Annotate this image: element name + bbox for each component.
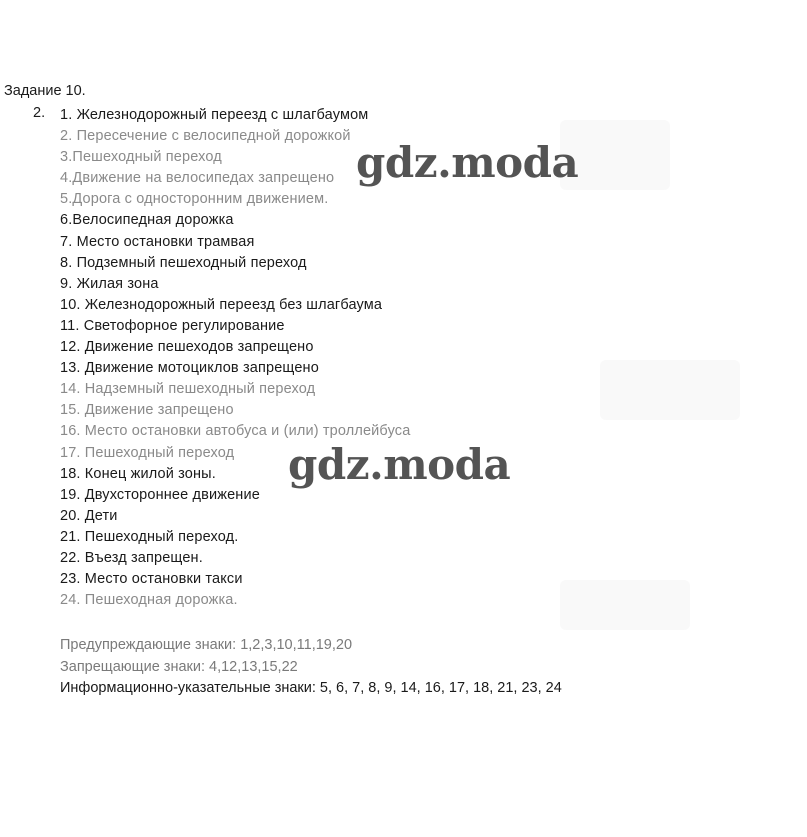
sign-list-item: 10. Железнодорожный переезд без шлагбаума (60, 296, 383, 313)
sign-list-item: 16. Место остановки автобуса и (или) троллейбуса (60, 423, 411, 440)
sign-list-item: 17. Пешеходный переход (60, 444, 235, 461)
sign-list-item: 3.Пешеходный переход (60, 149, 222, 166)
sign-list-item: 20. Дети (60, 507, 118, 524)
sign-list-item: 18. Конец жилой зоны. (60, 465, 216, 482)
sign-list-item: 5.Дорога с односторонним движением. (60, 191, 329, 208)
sign-list-item: 6.Велосипедная дорожка (60, 212, 234, 229)
sign-list-item: 21. Пешеходный переход. (60, 528, 239, 545)
sign-list-item: 23. Место остановки такси (60, 571, 243, 588)
sign-list-item: 12. Движение пешеходов запрещено (60, 339, 314, 356)
background-ghost (600, 360, 740, 420)
summary (60, 635, 562, 700)
sign-list-item: 13. Движение мотоциклов запрещено (60, 360, 319, 377)
task-title: Задание 10. (4, 83, 86, 99)
sign-list-item: 14. Надземный пешеходный переход (60, 381, 316, 398)
sign-list-item: 4.Движение на велосипедах запрещено (60, 170, 335, 187)
sign-list-item: 15. Движение запрещено (60, 402, 234, 419)
sign-list-item: 24. Пешеходная дорожка. (60, 592, 238, 609)
background-ghost (560, 580, 690, 630)
task-number: 2. (33, 105, 46, 121)
prohibiting-signs-line: Запрещающие знаки: 4,12,13,15,22 (60, 658, 298, 675)
sign-list-item: 1. Железнодорожный переезд с шлагбаумом (60, 107, 369, 123)
sign-list-item: 9. Жилая зона (60, 275, 159, 292)
informational-signs-line: Информационно-указательные знаки: 5, 6, 7, 8, 9, 14, 16, 17, 18, 21, 23, 24 (60, 680, 562, 696)
sign-list-item: 2. Пересечение с велосипедной дорожкой (60, 128, 351, 145)
watermark-logo: gdz.moda (288, 440, 511, 489)
watermark-logo: gdz.moda (356, 138, 579, 187)
warning-signs-line: Предупреждающие знаки: 1,2,3,10,11,19,20 (60, 637, 353, 653)
sign-list-item: 8. Подземный пешеходный переход (60, 254, 307, 271)
sign-list-item: 22. Въезд запрещен. (60, 549, 203, 566)
sign-list-item: 11. Светофорное регулирование (60, 317, 285, 334)
sign-list-item: 7. Место остановки трамвая (60, 233, 255, 250)
sign-list-item: 19. Двухстороннее движение (60, 486, 260, 503)
